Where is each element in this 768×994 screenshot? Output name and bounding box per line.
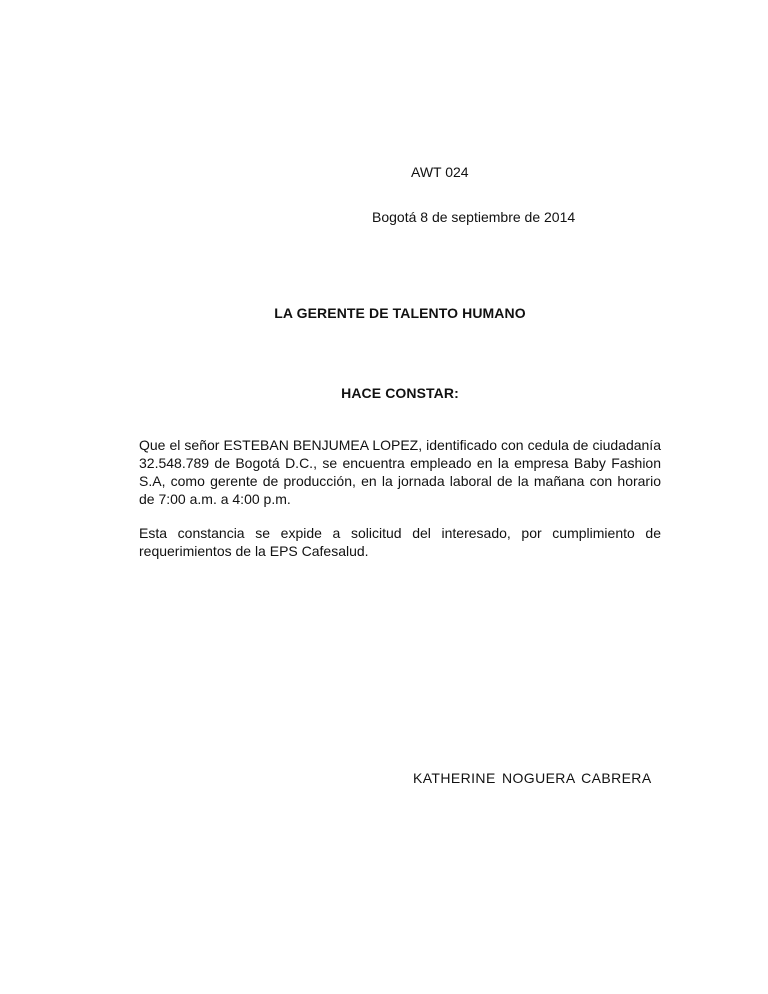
declaration-heading: HACE CONSTAR:: [341, 385, 459, 401]
certification-paragraph: Que el señor ESTEBAN BENJUMEA LOPEZ, identificado con cedula de ciudadanía 32.548.789 de Bogotá D.C., se encuentra empleado en la empresa Baby Fashion S.A, como gerente de producción, en la jornada laboral de la mañana con horario de 7:00 a.m. a 4:00 p.m.: [139, 437, 661, 507]
place-and-date: Bogotá 8 de septiembre de 2014: [372, 209, 576, 225]
reference-number: AWT 024: [411, 164, 469, 180]
issuer-title: LA GERENTE DE TALENTO HUMANO: [274, 305, 526, 321]
purpose-paragraph: Esta constancia se expide a solicitud del interesado, por cumplimiento de requerimientos de la EPS Cafesalud.: [139, 525, 661, 559]
signatory-name: KATHERINE NOGUERA CABRERA: [413, 770, 652, 786]
